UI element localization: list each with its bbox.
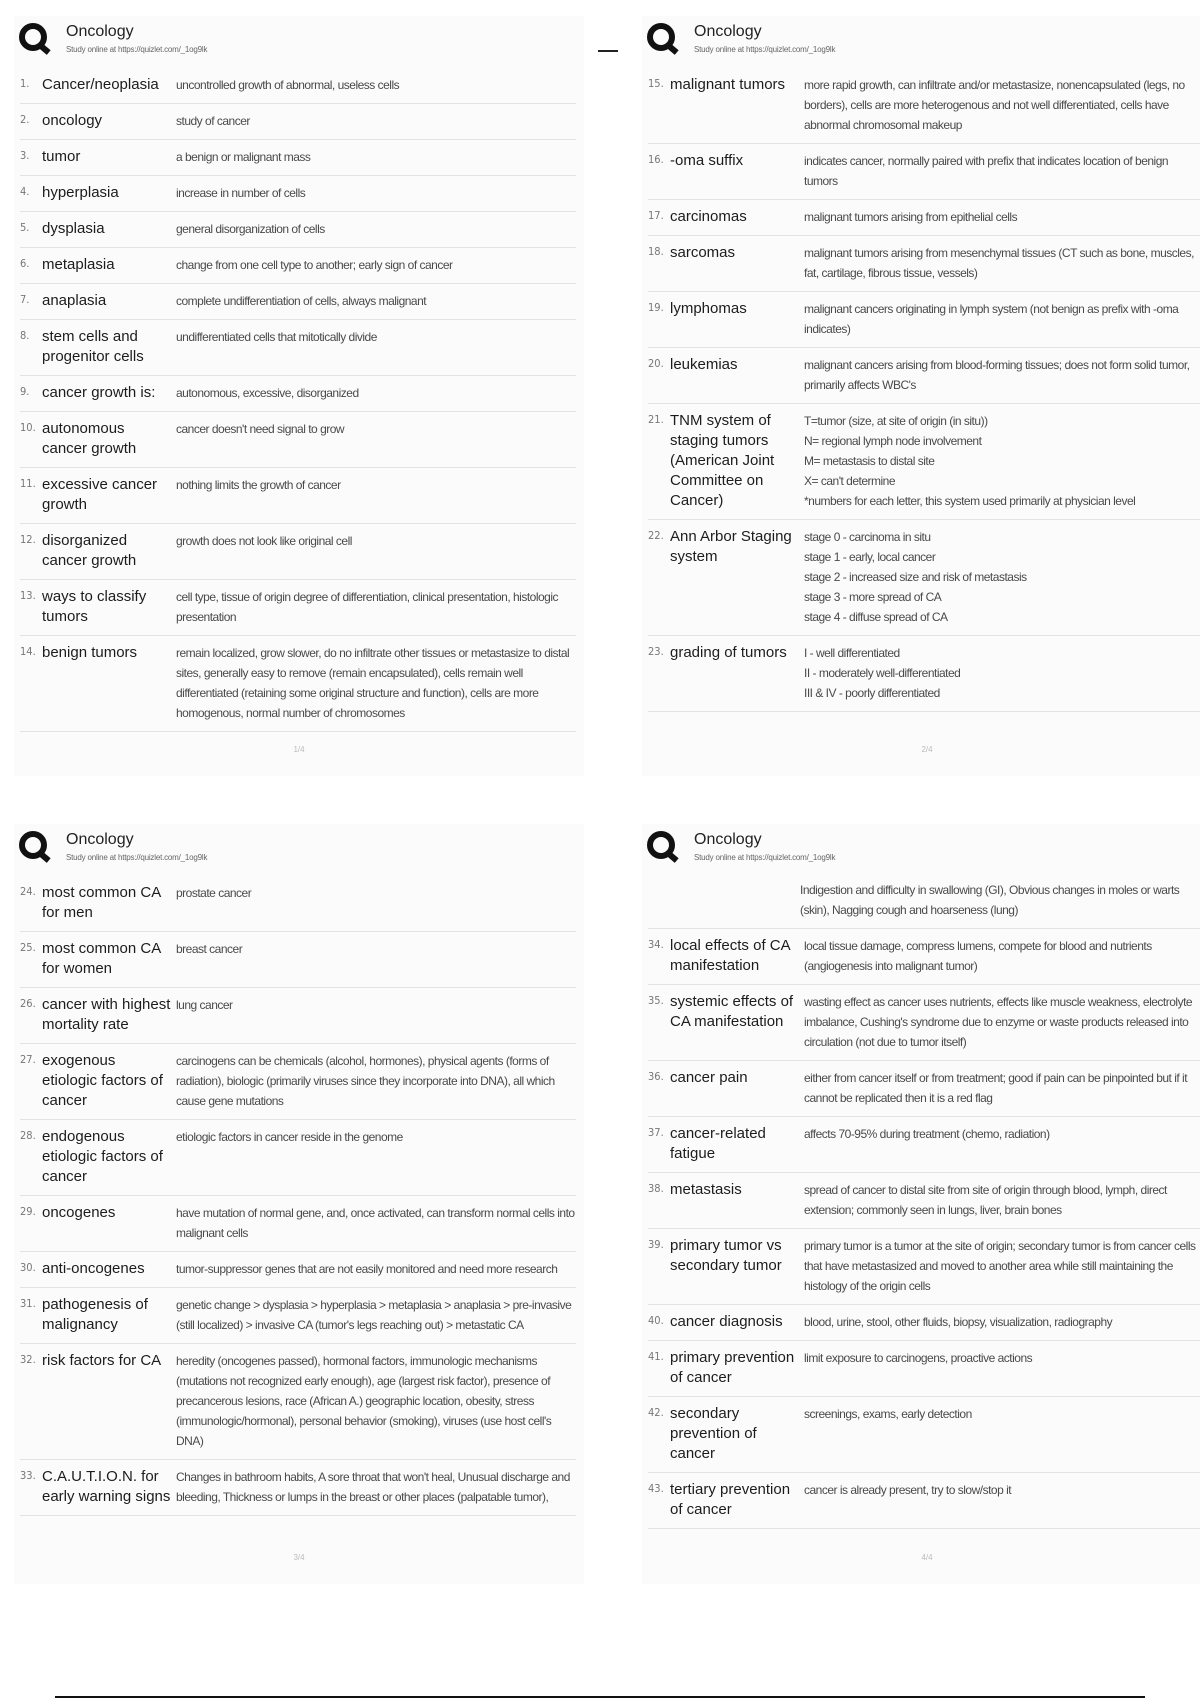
- card-number: 6.: [20, 257, 30, 270]
- card-definition: prostate cancer: [176, 886, 252, 900]
- card-term: pathogenesis of malignancy: [42, 1296, 148, 1333]
- card-term: sarcomas: [670, 244, 736, 261]
- card-definition: uncontrolled growth of abnormal, useless cells: [176, 78, 400, 92]
- page-number: 1/4: [293, 745, 305, 754]
- card-number: 28.: [20, 1129, 36, 1142]
- card-number: 17.: [648, 209, 664, 222]
- card-term: primary tumor vs secondary tumor: [670, 1237, 782, 1274]
- card-number: 5.: [20, 221, 30, 234]
- flashcard-row: [648, 200, 1200, 236]
- card-definition: indicates cancer, normally paired with prefix that indicates location of benign tumors: [804, 154, 1169, 188]
- flashcard-row: [648, 929, 1200, 985]
- flashcard-row: [648, 1305, 1200, 1341]
- card-term: cancer growth is:: [42, 384, 156, 401]
- flashcard-row: [648, 1173, 1200, 1229]
- card-number: 11.: [20, 477, 36, 490]
- flashcard-row: [20, 636, 576, 732]
- card-number: 30.: [20, 1261, 36, 1274]
- card-term: cancer with highest mortality rate: [42, 996, 171, 1033]
- card-term: excessive cancer growth: [42, 476, 158, 513]
- card-number: 3.: [20, 149, 30, 162]
- card-definition: etiologic factors in cancer reside in the genome: [176, 1130, 403, 1144]
- flashcard-row: [648, 1473, 1200, 1529]
- flashcard-row: [648, 144, 1200, 200]
- divider: [598, 50, 618, 52]
- card-term: anti-oncogenes: [42, 1260, 145, 1277]
- page-number: 4/4: [921, 1553, 933, 1562]
- card-definition: malignant cancers arising from blood-forming tissues; does not form solid tumor, primarily affects WBC's: [804, 358, 1190, 392]
- card-number: 18.: [648, 245, 664, 258]
- card-number: 21.: [648, 413, 664, 426]
- page-number: 2/4: [921, 745, 933, 754]
- flashcard-row: [20, 468, 576, 524]
- card-definition: primary tumor is a tumor at the site of origin; secondary tumor is from cancer cells that have metastasized and moved to another area while still maintaining the histology of the origin cells: [804, 1239, 1196, 1293]
- card-number: 25.: [20, 941, 36, 954]
- flashcard-row: [20, 212, 576, 248]
- flashcard-row: [648, 404, 1200, 520]
- card-term: risk factors for CA: [42, 1352, 162, 1369]
- card-definition: tumor-suppressor genes that are not easily monitored and need more research: [176, 1262, 558, 1276]
- quizlet-logo-icon: [647, 831, 675, 859]
- card-definition: I - well differentiated II - moderately well-differentiated III & IV - poorly differentiated: [804, 646, 961, 700]
- quizlet-logo-icon: [647, 23, 675, 51]
- card-number: 15.: [648, 77, 664, 90]
- card-definition: remain localized, grow slower, do no infiltrate other tissues or metastasize to distal sites, generally easy to remove (remain encapsulated), cells remain well differentiated (retaining some original structure and function), cells are more homogenous, normal number of chromosomes: [176, 646, 570, 720]
- card-number: 7.: [20, 293, 30, 306]
- flashcard-row: [20, 1196, 576, 1252]
- card-definition: blood, urine, stool, other fluids, biopsy, visualization, radiography: [804, 1315, 1113, 1329]
- card-number: 43.: [648, 1482, 664, 1495]
- flashcard-row: [20, 140, 576, 176]
- card-definition: T=tumor (size, at site of origin (in situ)) N= regional lymph node involvement M= metastasis to distal site X= can't determine *numbers for each letter, this system used primarily at physician level: [804, 414, 1136, 508]
- card-number: 24.: [20, 885, 36, 898]
- card-number: 4.: [20, 185, 30, 198]
- card-term: anaplasia: [42, 292, 107, 309]
- flashcard-row: [20, 248, 576, 284]
- card-definition: growth does not look like original cell: [176, 534, 352, 548]
- card-definition: cancer doesn't need signal to grow: [176, 422, 345, 436]
- card-definition: have mutation of normal gene, and, once activated, can transform normal cells into malignant cells: [176, 1206, 575, 1240]
- card-term: grading of tumors: [670, 644, 787, 661]
- flashcard-row: [20, 376, 576, 412]
- card-term: carcinomas: [670, 208, 747, 225]
- card-number: 42.: [648, 1406, 664, 1419]
- card-number: 32.: [20, 1353, 36, 1366]
- flashcard-row: [20, 320, 576, 376]
- flashcard-row: [648, 292, 1200, 348]
- card-term: TNM system of staging tumors (American Joint Committee on Cancer): [670, 412, 775, 509]
- card-term: hyperplasia: [42, 184, 119, 201]
- flashcard-row: [648, 636, 1200, 712]
- flashcard-row: [648, 1229, 1200, 1305]
- quizlet-logo-icon: [19, 831, 47, 859]
- flashcard-row: [20, 1460, 576, 1516]
- card-term: ways to classify tumors: [42, 588, 147, 625]
- card-number: 1.: [20, 77, 30, 90]
- card-number: 10.: [20, 421, 36, 434]
- card-list: [648, 876, 1200, 1529]
- card-number: 23.: [648, 645, 664, 658]
- card-term: primary prevention of cancer: [670, 1349, 795, 1386]
- card-definition: lung cancer: [176, 998, 233, 1012]
- card-definition: nothing limits the growth of cancer: [176, 478, 341, 492]
- flashcard-row: [20, 104, 576, 140]
- card-number: 26.: [20, 997, 36, 1010]
- card-number: 9.: [20, 385, 30, 398]
- card-number: 38.: [648, 1182, 664, 1195]
- card-number: 34.: [648, 938, 664, 951]
- card-number: 35.: [648, 994, 664, 1007]
- card-definition: genetic change > dysplasia > hyperplasia > metaplasia > anaplasia > pre-invasive (still localized) > invasive CA (tumor's legs reaching out) > metastatic CA: [176, 1298, 572, 1332]
- card-definition: general disorganization of cells: [176, 222, 325, 236]
- card-number: 36.: [648, 1070, 664, 1083]
- card-number: 31.: [20, 1297, 36, 1310]
- flashcard-page-1: [14, 16, 584, 776]
- card-term: metaplasia: [42, 256, 115, 273]
- flashcard-row: [20, 412, 576, 468]
- card-term: disorganized cancer growth: [42, 532, 137, 569]
- study-link[interactable]: Study online at https://quizlet.com/_1og9lk: [694, 853, 836, 862]
- card-number: 39.: [648, 1238, 664, 1251]
- card-term: secondary prevention of cancer: [670, 1405, 757, 1462]
- flashcard-row: [648, 520, 1200, 636]
- card-number: 13.: [20, 589, 36, 602]
- card-number: 22.: [648, 529, 664, 542]
- card-definition: complete undifferentiation of cells, always malignant: [176, 294, 427, 308]
- flashcard-page-3: [14, 824, 584, 1584]
- card-number: 14.: [20, 645, 36, 658]
- page-title: Oncology: [66, 23, 134, 40]
- card-number: 33.: [20, 1469, 36, 1482]
- flashcard-row: [648, 68, 1200, 144]
- card-term: exogenous etiologic factors of cancer: [42, 1052, 163, 1109]
- card-number: 20.: [648, 357, 664, 370]
- study-link[interactable]: Study online at https://quizlet.com/_1og9lk: [694, 45, 836, 54]
- divider: [55, 1696, 1145, 1698]
- card-term: Ann Arbor Staging system: [670, 528, 792, 565]
- card-number: 12.: [20, 533, 36, 546]
- page-header: [642, 824, 1200, 870]
- flashcard-row: [648, 985, 1200, 1061]
- card-number: 40.: [648, 1314, 664, 1327]
- card-definition: malignant tumors arising from epithelial cells: [804, 210, 1018, 224]
- card-term: tertiary prevention of cancer: [670, 1481, 791, 1518]
- card-number: 27.: [20, 1053, 36, 1066]
- flashcard-row: [20, 1044, 576, 1120]
- card-term: most common CA for women: [42, 940, 161, 977]
- card-term: C.A.U.T.I.O.N. for early warning signs: [42, 1468, 171, 1505]
- card-number: 16.: [648, 153, 664, 166]
- page-header: [14, 16, 584, 62]
- card-term: oncology: [42, 112, 103, 129]
- card-term: autonomous cancer growth: [42, 420, 137, 457]
- page-header: [14, 824, 584, 870]
- flashcard-row: [20, 1252, 576, 1288]
- flashcard-page-4: [642, 824, 1200, 1584]
- card-term: -oma suffix: [670, 152, 744, 169]
- flashcard-row: [20, 1288, 576, 1344]
- flashcard-row: [20, 876, 576, 932]
- study-link[interactable]: Study online at https://quizlet.com/_1og9lk: [66, 853, 208, 862]
- card-number: 29.: [20, 1205, 36, 1218]
- study-link[interactable]: Study online at https://quizlet.com/_1og9lk: [66, 45, 208, 54]
- page-number: 3/4: [293, 1553, 305, 1562]
- page-header: [642, 16, 1200, 62]
- card-number: 41.: [648, 1350, 664, 1363]
- card-number: 37.: [648, 1126, 664, 1139]
- card-term: cancer-related fatigue: [670, 1125, 766, 1162]
- card-term: stem cells and progenitor cells: [42, 328, 144, 365]
- card-definition: change from one cell type to another; early sign of cancer: [176, 258, 453, 272]
- card-definition: either from cancer itself or from treatment; good if pain can be pinpointed but if it cannot be replicated then it is a red flag: [804, 1071, 1188, 1105]
- card-term: tumor: [42, 148, 81, 165]
- flashcard-row: [648, 1341, 1200, 1397]
- card-definition: stage 0 - carcinoma in situ stage 1 - early, local cancer stage 2 - increased size and risk of metastasis stage 3 - more spread of CA stage 4 - diffuse spread of CA: [804, 530, 1027, 624]
- card-term: lymphomas: [670, 300, 747, 317]
- card-definition: screenings, exams, early detection: [804, 1407, 972, 1421]
- card-number: 2.: [20, 113, 30, 126]
- flashcard-row: [20, 176, 576, 212]
- flashcard-page-2: [642, 16, 1200, 776]
- flashcard-row: [20, 1344, 576, 1460]
- card-term: Cancer/neoplasia: [42, 76, 159, 93]
- card-term: cancer pain: [670, 1069, 748, 1086]
- page-title: Oncology: [694, 23, 762, 40]
- card-term: metastasis: [670, 1181, 742, 1198]
- card-definition: Changes in bathroom habits, A sore throat that won't heal, Unusual discharge and bleeding, Thickness or lumps in the breast or other places (palpatable tumor),: [176, 1470, 570, 1504]
- flashcard-row: [20, 68, 576, 104]
- card-definition: limit exposure to carcinogens, proactive actions: [804, 1351, 1033, 1365]
- card-definition: autonomous, excessive, disorganized: [176, 386, 359, 400]
- card-definition: malignant cancers originating in lymph system (not benign as prefix with -oma indicates): [804, 302, 1179, 336]
- flashcard-row: [648, 348, 1200, 404]
- card-term: endogenous etiologic factors of cancer: [42, 1128, 163, 1185]
- card-definition: malignant tumors arising from mesenchymal tissues (CT such as bone, muscles, fat, cartilage, fibrous tissue, vessels): [804, 246, 1194, 280]
- card-term: dysplasia: [42, 220, 105, 237]
- card-term: benign tumors: [42, 644, 138, 661]
- card-term: systemic effects of CA manifestation: [670, 993, 794, 1030]
- card-definition: local tissue damage, compress lumens, compete for blood and nutrients (angiogenesis into malignant tumor): [804, 939, 1152, 973]
- card-definition: breast cancer: [176, 942, 243, 956]
- card-term: most common CA for men: [42, 884, 161, 921]
- page-title: Oncology: [694, 831, 762, 848]
- flashcard-row: [20, 284, 576, 320]
- card-definition: more rapid growth, can infiltrate and/or metastasize, nonencapsulated (legs, no borders), cells are more heterogenous and not well differentiated, cells have abnormal chromosomal makeup: [804, 78, 1185, 132]
- card-definition: affects 70-95% during treatment (chemo, radiation): [804, 1127, 1050, 1141]
- card-list: [20, 876, 576, 1516]
- card-term: malignant tumors: [670, 76, 786, 93]
- card-definition: a benign or malignant mass: [176, 150, 311, 164]
- card-definition: cell type, tissue of origin degree of differentiation, clinical presentation, histologic presentation: [176, 590, 559, 624]
- flashcard-row: [20, 580, 576, 636]
- flashcard-row: [648, 1397, 1200, 1473]
- flashcard-row: [648, 1117, 1200, 1173]
- flashcard-row: [648, 1061, 1200, 1117]
- flashcard-row: [20, 524, 576, 580]
- card-term: local effects of CA manifestation: [670, 937, 790, 974]
- card-list: [20, 68, 576, 732]
- card-definition: increase in number of cells: [176, 186, 306, 200]
- flashcard-row: [20, 932, 576, 988]
- card-term: leukemias: [670, 356, 738, 373]
- card-definition: undifferentiated cells that mitotically divide: [176, 330, 377, 344]
- quizlet-logo-icon: [19, 23, 47, 51]
- card-definition: wasting effect as cancer uses nutrients, effects like muscle weakness, electrolyte imbalance, Cushing's syndrome due to enzyme or waste products released into circulation (not due to tumor itself): [804, 995, 1193, 1049]
- card-number: 19.: [648, 301, 664, 314]
- continued-definition: Indigestion and difficulty in swallowing (GI), Obvious changes in moles or warts (skin), Nagging cough and hoarseness (lung): [648, 876, 1200, 929]
- card-definition: heredity (oncogenes passed), hormonal factors, immunologic mechanisms (mutations not recognized early enough), age (largest risk factor), presence of precancerous lesions, race (African A.) geographic location, obesity, stress (immunologic/hormonal), personal behavior (smoking), viruses (use host cell's DNA): [176, 1354, 552, 1448]
- flashcard-row: [20, 1120, 576, 1196]
- card-number: 8.: [20, 329, 30, 342]
- card-definition: carcinogens can be chemicals (alcohol, hormones), physical agents (forms of radiation), biologic (primarily viruses since they incorporate into DNA), all which cause gene mutations: [176, 1054, 555, 1108]
- card-definition: spread of cancer to distal site from site of origin through blood, lymph, direct extension; commonly seen in lungs, liver, brain bones: [804, 1183, 1167, 1217]
- flashcard-row: [20, 988, 576, 1044]
- card-term: cancer diagnosis: [670, 1313, 783, 1330]
- card-definition: cancer is already present, try to slow/stop it: [804, 1483, 1012, 1497]
- flashcard-row: [648, 236, 1200, 292]
- page-title: Oncology: [66, 831, 134, 848]
- card-term: oncogenes: [42, 1204, 116, 1221]
- card-list: [648, 68, 1200, 712]
- card-definition: study of cancer: [176, 114, 250, 128]
